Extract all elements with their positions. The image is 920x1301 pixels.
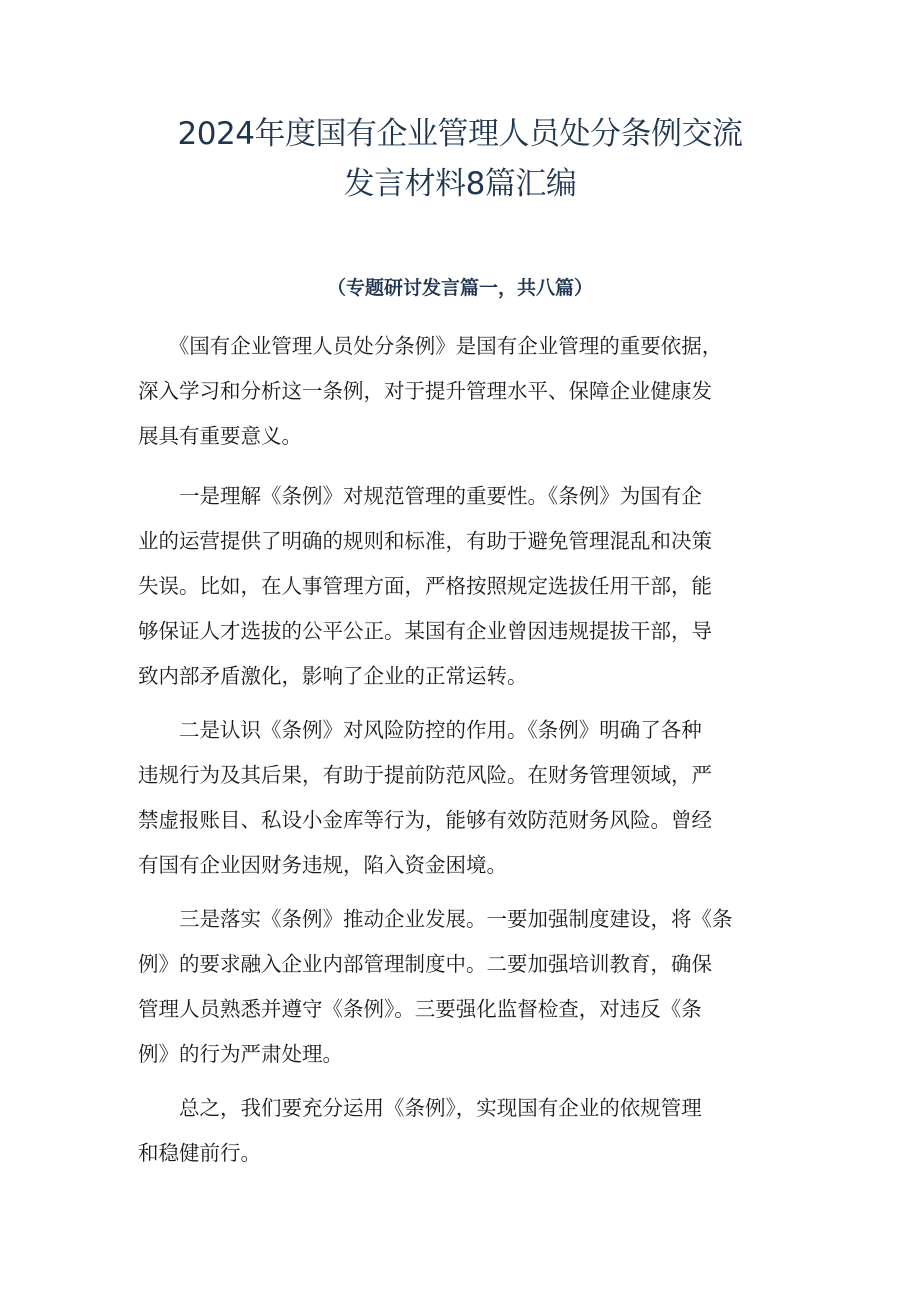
paragraph-line: 致内部矛盾激化，影响了企业的正常运转。 (138, 664, 528, 688)
paragraph-line: 和稳健前行。 (138, 1141, 261, 1165)
paragraph-point-one (138, 474, 788, 699)
document-title-line-2: 发言材料8篇汇编 (343, 166, 577, 202)
paragraph-line: 失误。比如，在人事管理方面，严格按照规定选拔任用干部，能 (138, 574, 712, 598)
paragraph-line: 例》的行为严肃处理。 (138, 1042, 343, 1066)
paragraph-line: 《国有企业管理人员处分条例》是国有企业管理的重要依据， (138, 334, 723, 358)
paragraph-line: 业的运营提供了明确的规则和标准，有助于避免管理混乱和决策 (138, 529, 712, 553)
paragraph-point-two (138, 708, 788, 888)
paragraph-line: 例》的要求融入企业内部管理制度中。二要加强培训教育，确保 (138, 952, 712, 976)
paragraph-line: 三是落实《条例》推动企业发展。一要加强制度建设，将《条 (138, 907, 733, 931)
paragraph-conclusion (138, 1086, 788, 1176)
paragraph-line: 够保证人才选拔的公平公正。某国有企业曾因违规提拔干部，导 (138, 619, 712, 643)
paragraph-line: 展具有重要意义。 (138, 424, 302, 448)
paragraph-line: 有国有企业因财务违规，陷入资金困境。 (138, 853, 507, 877)
paragraph-line: 禁虚报账目、私设小金库等行为，能够有效防范财务风险。曾经 (138, 808, 712, 832)
paragraph-line: 管理人员熟悉并遵守《条例》。三要强化监督检查，对违反《条 (138, 997, 702, 1021)
paragraph-line: 二是认识《条例》对风险防控的作用。《条例》明确了各种 (138, 718, 702, 742)
paragraph-line: 一是理解《条例》对规范管理的重要性。《条例》为国有企 (138, 484, 702, 508)
paragraph-point-three (138, 897, 788, 1077)
paragraph-line: 总之，我们要充分运用《条例》，实现国有企业的依规管理 (138, 1096, 702, 1120)
paragraph-line: 违规行为及其后果，有助于提前防范风险。在财务管理领域，严 (138, 763, 712, 787)
document-title-line-1: 2024年度国有企业管理人员处分条例交流 (177, 116, 743, 152)
document-subtitle: （专题研讨发言篇一，共八篇） (326, 277, 593, 299)
paragraph-intro (138, 324, 788, 459)
paragraph-line: 深入学习和分析这一条例，对于提升管理水平、保障企业健康发 (138, 379, 712, 403)
